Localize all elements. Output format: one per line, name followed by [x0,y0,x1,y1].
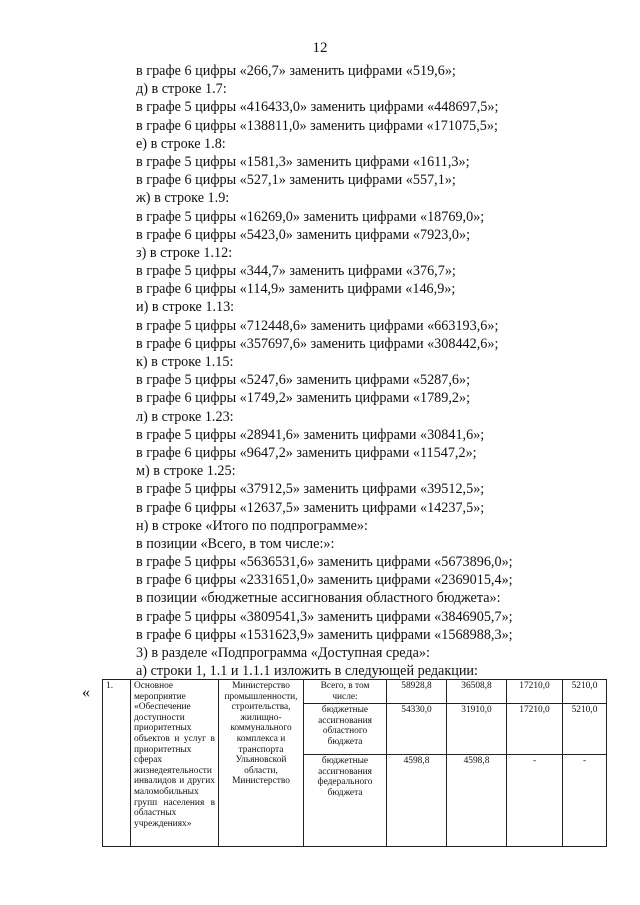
row-number-cell: 1. [103,680,131,847]
event-cell: Основное мероприятие «Обеспечение доступности приоритетных объектов и услуг в приоритетных сферах жизнедеятельности инвалидов и других маломобильных групп населения в областных учреждениях» [131,680,219,847]
value-cell: 36508,8 [447,680,507,704]
text-line: а) строки 1, 1.1 и 1.1.1 изложить в следующей редакции: [136,663,478,680]
text-line: м) в строке 1.25: [136,463,236,480]
text-line: в графе 5 цифры «1581,3» заменить цифрами «1611,3»; [136,153,470,170]
text-line: в графе 6 цифры «357697,6» заменить цифрами «308442,6»; [136,335,499,352]
funding-source-cell: Всего, в том числе: [304,680,387,704]
value-cell: 4598,8 [387,755,447,847]
text-line: к) в строке 1.15: [136,354,234,370]
text-line: н) в строке «Итого по подпрограмме»: [136,517,368,534]
value-cell: 5210,0 [563,680,607,704]
value-cell: 17210,0 [507,704,563,755]
value-cell: 17210,0 [507,680,563,704]
executor-cell: Министерство промышленности, строительства, жилищно-коммунального комплекса и транспорта Ульяновской области, Министерство [219,680,304,847]
text-line: е) в строке 1.8: [136,135,226,152]
text-line: в графе 6 цифры «1749,2» заменить цифрами «1789,2»; [136,390,471,407]
text-line: в позиции «Всего, в том числе:»: [136,535,335,552]
text-line: в графе 5 цифры «3809541,3» заменить цифрами «3846905,7»; [136,608,513,625]
text-line: д) в строке 1.7: [136,81,227,98]
text-line: в графе 6 цифры «1531623,9» заменить цифрами «1568988,3»; [136,626,513,643]
page-number: 12 [312,40,328,56]
text-line: в графе 6 цифры «9647,2» заменить цифрами «11547,2»; [136,444,477,461]
amendment-text [136,62,626,680]
text-line: в графе 6 цифры «5423,0» заменить цифрами «7923,0»; [136,226,471,243]
text-line: в графе 5 цифры «16269,0» заменить цифрами «18769,0»; [136,208,485,225]
text-line: в графе 5 цифры «37912,5» заменить цифрами «39512,5»; [136,481,485,498]
text-line: в графе 6 цифры «12637,5» заменить цифрами «14237,5»; [136,499,485,516]
text-line: и) в строке 1.13: [136,299,235,316]
text-line: в позиции «бюджетные ассигнования областного бюджета»: [136,590,501,607]
text-line: в графе 5 цифры «5247,6» заменить цифрами «5287,6»; [136,372,471,389]
value-cell: 54330,0 [387,704,447,755]
text-line: 3) в разделе «Подпрограмма «Доступная среда»: [136,645,430,661]
funding-source-cell: бюджетные ассигнования федерального бюджета [304,755,387,847]
value-cell: - [563,755,607,847]
text-line: в графе 5 цифры «344,7» заменить цифрами «376,7»; [136,263,456,280]
value-cell: - [507,755,563,847]
text-line: в графе 6 цифры «527,1» заменить цифрами «557,1»; [136,172,456,189]
text-line: л) в строке 1.23: [136,408,234,425]
value-cell: 4598,8 [447,755,507,847]
text-line: в графе 5 цифры «416433,0» заменить цифрами «448697,5»; [136,99,499,116]
text-line: в графе 5 цифры «5636531,6» заменить цифрами «5673896,0»; [136,554,513,571]
text-line: в графе 5 цифры «28941,6» заменить цифрами «30841,6»; [136,426,485,443]
text-line: в графе 6 цифры «138811,0» заменить цифрами «171075,5»; [136,117,498,134]
value-cell: 58928,8 [387,680,447,704]
funding-source-cell: бюджетные ассигнования областного бюджета [304,704,387,755]
amendment-table [102,679,607,847]
value-cell: 5210,0 [563,704,607,755]
opening-quote-mark: « [82,684,90,701]
text-line: в графе 5 цифры «712448,6» заменить цифрами «663193,6»; [136,317,499,334]
text-line: ж) в строке 1.9: [136,190,230,207]
text-line: з) в строке 1.12: [136,244,233,261]
text-line: в графе 6 цифры «114,9» заменить цифрами «146,9»; [136,281,456,298]
value-cell: 31910,0 [447,704,507,755]
table-row [103,680,607,704]
text-line: в графе 6 цифры «2331651,0» заменить цифрами «2369015,4»; [136,572,513,589]
text-line: в графе 6 цифры «266,7» заменить цифрами «519,6»; [136,63,456,79]
